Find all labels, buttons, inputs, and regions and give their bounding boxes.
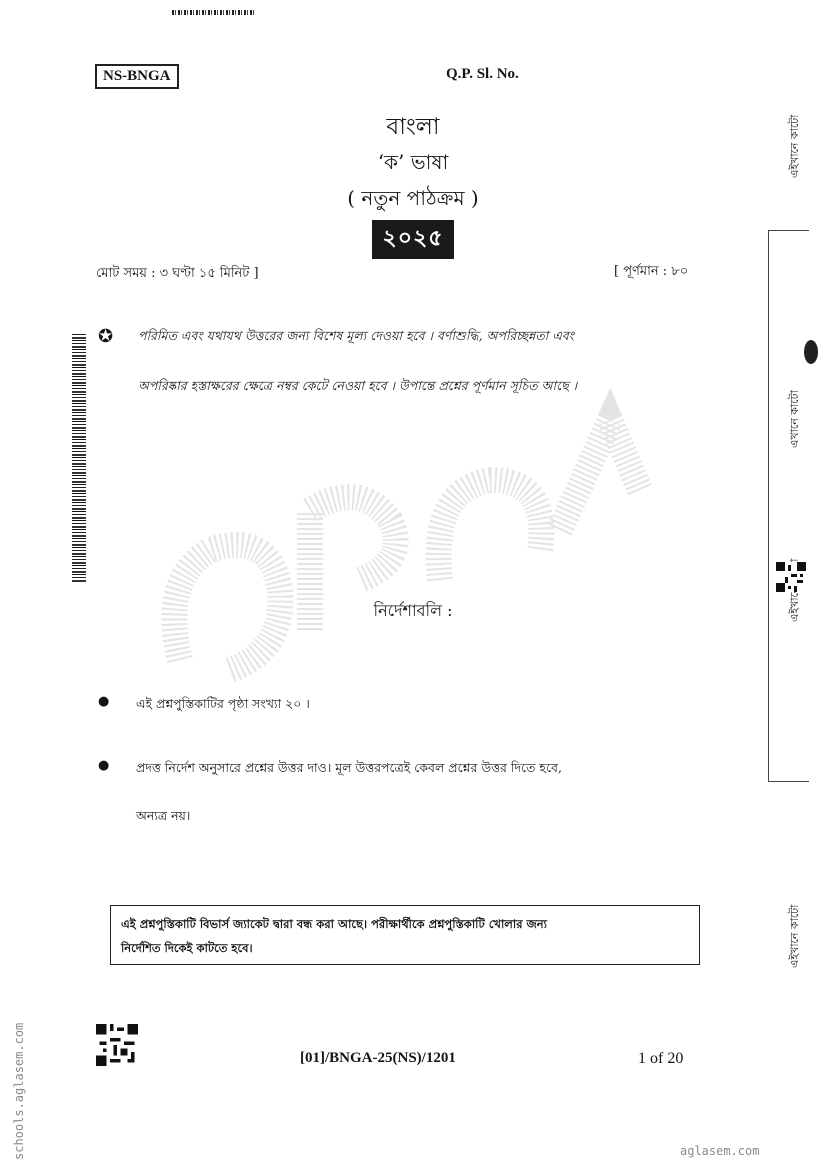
- cut-here-top: এইখানে কাটো: [788, 114, 801, 178]
- cut-here-qr: এইখানে: [788, 586, 801, 622]
- side-watermark: schools.aglasem.com: [12, 1022, 26, 1160]
- year-badge-wrap: [0, 220, 826, 259]
- page-number: 1 of 20: [638, 1050, 684, 1067]
- side-qr-code: [776, 562, 806, 592]
- language-group: ‘ক’ ভাষা: [377, 150, 449, 174]
- bullet-icon: ●: [98, 758, 110, 773]
- warning-box: [110, 905, 700, 965]
- star-circle-icon: ✪: [98, 326, 114, 347]
- instruction-item-2-continuation: অন্যত্র নয়।: [136, 808, 191, 823]
- footer-qr-code: [96, 1024, 138, 1066]
- total-time: মোট সময় : ৩ ঘণ্টা ১৫ মিনিট ]: [96, 266, 259, 281]
- warning-line-1: এই প্রশ্নপুস্তিকাটি বিভার্স জ্যাকেট দ্বারা বন্ধ করা আছে। পরীক্ষার্থীকে প্রশ্নপুস্তিকাটি খোলার জন্য: [121, 917, 548, 931]
- instruction-item-1: এই প্রশ্নপুস্তিকাটির পৃষ্ঠা সংখ্যা ২০ ।: [136, 696, 310, 711]
- subject-title: বাংলা: [386, 114, 440, 140]
- year-badge: ২০২৫: [372, 220, 453, 259]
- bullet-icon: ●: [98, 694, 110, 709]
- booklet-code: [01]/BNGA-25(NS)/1201: [300, 1050, 456, 1066]
- cut-here-mid: এখানে কাটো: [788, 390, 801, 448]
- warning-line-2: নির্দেশিত দিকেই কাটতে হবে।: [121, 941, 253, 955]
- paper-code-box: NS-BNGA: [95, 64, 179, 89]
- instruction-item-2: প্রদত্ত নির্দেশ অনুসারে প্রশ্নের উত্তর দাও। মূল উত্তরপত্রেই কেবল প্রশ্নের উত্তর দিতে হবে,: [136, 760, 562, 775]
- cut-here-bottom: এইখানে কাটো: [788, 904, 801, 968]
- syllabus-label: ( নতুন পাঠক্রম ): [347, 186, 479, 210]
- bottom-watermark: aglasem.com: [680, 1144, 760, 1158]
- cut-dot-mark: [804, 340, 818, 364]
- note-line-1: পরিমিত এবং যথাযথ উত্তরের জন্য বিশেষ মূল্য দেওয়া হবে । বর্ণাশুদ্ধি, অপরিচ্ছন্নতা এবং: [138, 328, 575, 343]
- top-barcode-strip: [172, 10, 254, 15]
- full-marks: [ পূর্ণমান : ৮০: [614, 264, 689, 279]
- vertical-barcode: [72, 334, 86, 582]
- cut-sidebar-frame: [768, 230, 809, 782]
- note-line-2: অপরিষ্কার হস্তাক্ষরের ক্ষেত্রে নম্বর কেটে নেওয়া হবে । উপান্তে প্রশ্নের পূর্ণমান সূচিত আছে ।: [138, 378, 578, 393]
- qp-serial-label: Q.P. Sl. No.: [446, 66, 519, 82]
- instructions-title: নির্দেশাবলি :: [373, 601, 453, 620]
